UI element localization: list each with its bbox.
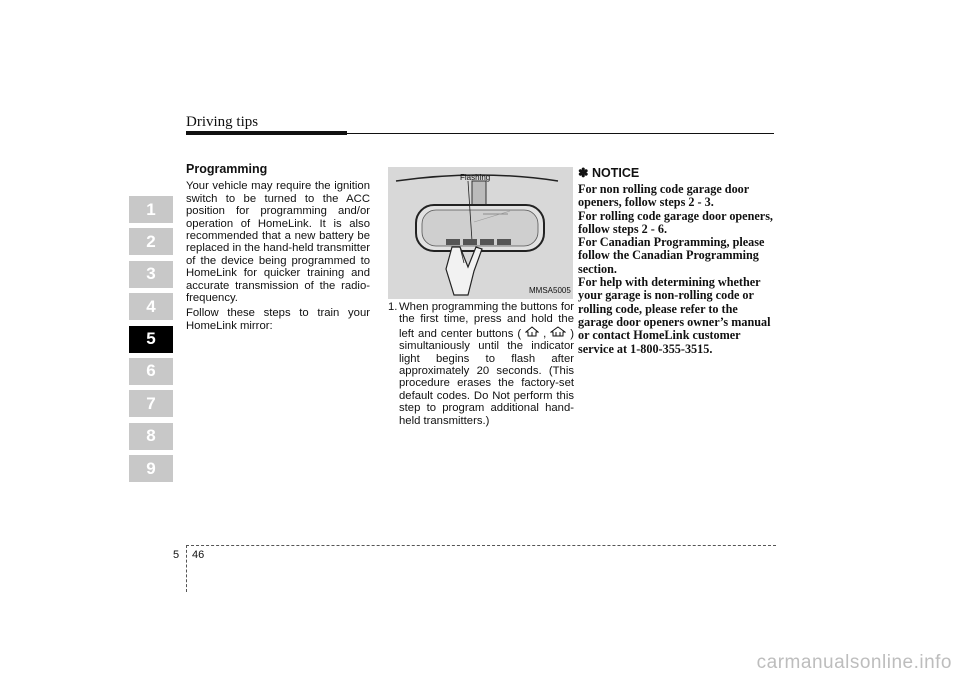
section-heading: Programming	[186, 162, 268, 176]
notice-title: NOTICE	[591, 166, 640, 180]
notice-line-help: For help with determining whether your garage is non-rolling code or rolling code, please refer to the garage door openers owner’s manual or contact HomeLink customer service at 1-800-355-3515.	[578, 275, 771, 356]
notice-box	[578, 165, 774, 356]
notice-body	[578, 183, 774, 356]
mirror-illustration	[388, 167, 573, 299]
notice-line-canadian: For Canadian Programming, please follow the Canadian Programming section.	[578, 235, 765, 276]
mirror-figure	[388, 167, 573, 299]
header-rule-thick	[186, 131, 347, 135]
paragraph-follow-steps: Follow these steps to train your HomeLink mirror:	[186, 307, 370, 332]
header-rule-thin	[347, 133, 774, 134]
paragraph-ignition: Your vehicle may require the ignition switch to be turned to the ACC position for programming and/or operation of HomeLink. It is also recommended that a new battery be replaced in the hand-held transmitter of the device being programmed to HomeLink for quicker training and accurate transmission of the radio-frequency.	[186, 180, 370, 305]
footer-page-number: 46	[192, 549, 205, 561]
footer-vertical-rule	[186, 545, 187, 592]
chapter-tab-5[interactable]: 5	[129, 326, 173, 353]
notice-heading	[578, 165, 774, 180]
notice-line-rolling: For rolling code garage door openers, follow steps 2 - 6.	[578, 208, 773, 236]
watermark: carmanualsonline.info	[756, 652, 952, 673]
footer-rule	[186, 545, 776, 546]
step-text-b: ,	[543, 327, 547, 340]
homelink-left-button-icon	[525, 328, 539, 340]
notice-line-non-rolling: For non rolling code garage door openers, follow steps 2 - 3.	[578, 182, 749, 210]
footer-chapter-number: 5	[173, 549, 180, 561]
flashing-label: Flashing	[460, 173, 491, 182]
programming-section	[186, 163, 370, 335]
step-text-a: When programming the buttons for the first time, press and hold the left and center buttons (	[399, 301, 574, 340]
step-number: 1.	[388, 301, 398, 313]
header-title: Driving tips	[186, 114, 259, 130]
chapter-tab-1[interactable]: 1	[129, 196, 173, 223]
step-1	[388, 301, 574, 427]
chapter-tab-2[interactable]: 2	[129, 228, 173, 255]
homelink-center-button-icon	[550, 328, 566, 340]
chapter-tab-9[interactable]: 9	[129, 455, 173, 482]
chapter-tabs	[129, 196, 173, 488]
chapter-tab-7[interactable]: 7	[129, 390, 173, 417]
chapter-tab-4[interactable]: 4	[129, 293, 173, 320]
figure-code: MMSA5005	[529, 286, 571, 295]
step-text-c: ) simultaniously until the indicator light begins to flash after approximately 20 seconds. (This procedure erases the factory-set default codes. Do Not perform this step to program additional hand-held transmitters.)	[399, 327, 575, 427]
chapter-tab-3[interactable]: 3	[129, 261, 173, 288]
notice-symbol-icon: ✽	[578, 166, 589, 180]
chapter-tab-8[interactable]: 8	[129, 423, 173, 450]
chapter-tab-6[interactable]: 6	[129, 358, 173, 385]
